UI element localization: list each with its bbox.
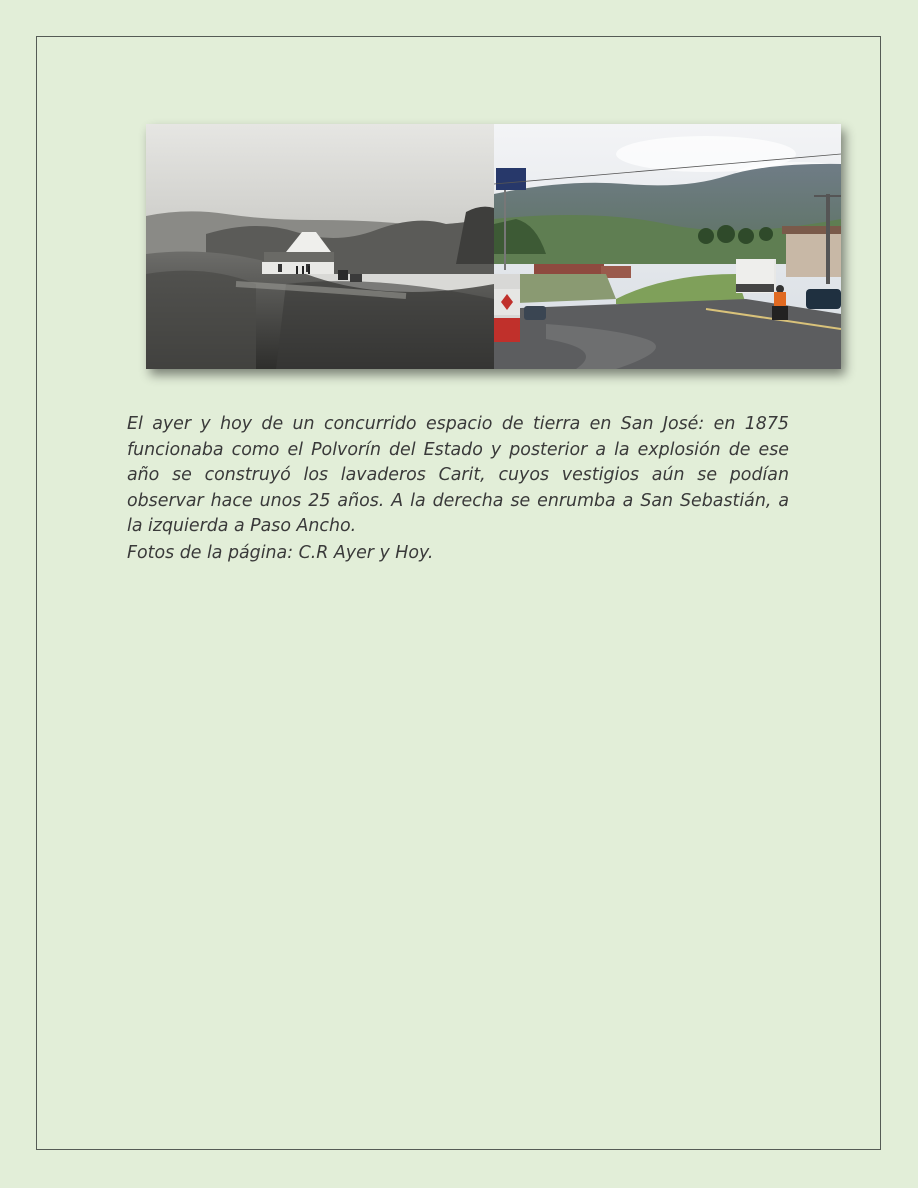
historical-photo [146, 124, 494, 369]
modern-photo [494, 124, 841, 369]
then-and-now-photo [146, 124, 841, 369]
photo-credit: Fotos de la página: C.R Ayer y Hoy. [127, 543, 434, 563]
photo-caption: El ayer y hoy de un concurrido espacio de tierra en San José: en 1875 funcionaba como el Polvorín del Estado y posterior a la explosión de ese año se construyó los lavaderos Carit, cuyos vestigios aún se podían observar hace unos 25 años. A la derecha se enrumba a San Sebastián, a la izquierda a Paso Ancho. [127, 414, 789, 537]
